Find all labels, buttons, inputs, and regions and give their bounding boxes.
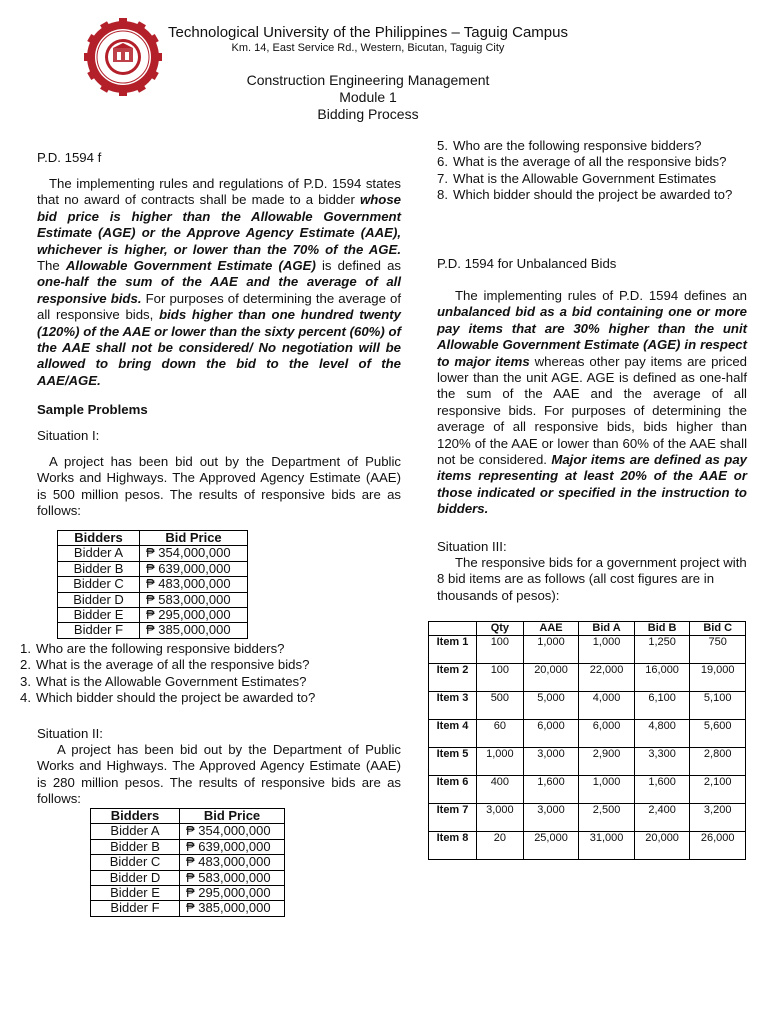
qty-header: Qty [477,622,524,636]
table-header-row [58,531,248,546]
table-row [429,804,746,832]
module-label: Module 1 [339,89,397,105]
bid-price: ₱ 639,000,000 [180,839,285,854]
situation-3-items-table [428,621,746,860]
qty-cell: 500 [477,692,524,720]
university-address: Km. 14, East Service Rd., Western, Bicutan, Taguig City [231,42,505,54]
bid-price: ₱ 483,000,000 [140,577,248,592]
item-header [429,622,477,636]
situation-3-title: Situation III: [437,539,507,554]
bid-price: ₱ 639,000,000 [140,561,248,576]
situation-1-text: A project has been bid out by the Department of Public Works and Highways. The Approved Agency Estimate (AAE) is 500 million pesos. The results of responsive bids are as follows: [37,454,401,519]
bid-b-cell: 20,000 [634,832,690,860]
bidder-name: Bidder F [91,901,180,916]
bid-price: ₱ 354,000,000 [180,824,285,839]
list-item: 7. What is the Allowable Government Estimates [437,170,717,186]
table-row [429,664,746,692]
qty-cell: 1,000 [477,748,524,776]
situation-2-questions [437,138,747,204]
item-name: Item 7 [429,804,477,832]
table-header-row [429,622,746,636]
table-row [91,886,285,901]
bid-price: ₱ 295,000,000 [180,886,285,901]
aae-cell: 1,000 [523,636,579,664]
table-row [91,824,285,839]
bid-c-cell: 19,000 [690,664,746,692]
bidder-name: Bidder A [91,824,180,839]
bid-a-header: Bid A [579,622,635,636]
table-row [91,901,285,916]
qty-cell: 3,000 [477,804,524,832]
aae-cell: 5,000 [523,692,579,720]
university-name: Technological University of the Philippines – Taguig Campus [168,24,568,41]
bid-price: ₱ 354,000,000 [140,546,248,561]
bid-price: ₱ 583,000,000 [180,870,285,885]
table-row [429,776,746,804]
table-row [429,636,746,664]
bid-a-cell: 22,000 [579,664,635,692]
bidder-name: Bidder E [58,608,140,623]
bid-c-cell: 5,600 [690,720,746,748]
bid-c-cell: 2,800 [690,748,746,776]
bidder-name: Bidder B [91,839,180,854]
list-item: 2. What is the average of all the responsive bids? [20,657,310,673]
table-header-row [91,809,285,824]
bid-a-cell: 31,000 [579,832,635,860]
bidder-name: Bidder C [58,577,140,592]
situation-1-bid-table [57,530,248,639]
bidder-name: Bidder D [58,592,140,607]
item-name: Item 8 [429,832,477,860]
pd-unbalanced-title: P.D. 1594 for Unbalanced Bids [437,256,617,271]
bid-b-header: Bid B [634,622,690,636]
bidder-name: Bidder C [91,855,180,870]
table-row [429,748,746,776]
bid-price-header: Bid Price [180,809,285,824]
bidders-header: Bidders [58,531,140,546]
bid-price: ₱ 483,000,000 [180,855,285,870]
bidders-header: Bidders [91,809,180,824]
table-row [91,839,285,854]
situation-2-bid-table [90,808,285,917]
table-row [58,608,248,623]
list-item: 5. Who are the following responsive bidders? [437,138,702,153]
situation-1-questions [20,641,400,707]
bid-b-cell: 1,600 [634,776,690,804]
bidder-name: Bidder A [58,546,140,561]
bid-b-cell: 4,800 [634,720,690,748]
bid-b-cell: 6,100 [634,692,690,720]
bid-price: ₱ 385,000,000 [180,901,285,916]
pd-title: P.D. 1594 f [37,150,102,165]
bid-b-cell: 1,250 [634,636,690,664]
bidder-name: Bidder B [58,561,140,576]
aae-header: AAE [523,622,579,636]
aae-cell: 3,000 [523,804,579,832]
aae-cell: 3,000 [523,748,579,776]
qty-cell: 20 [477,832,524,860]
sample-problems-heading: Sample Problems [37,402,148,417]
item-name: Item 2 [429,664,477,692]
bidder-name: Bidder F [58,623,140,638]
item-name: Item 6 [429,776,477,804]
bid-b-cell: 16,000 [634,664,690,692]
list-item: 3. What is the Allowable Government Estimates? [20,673,307,689]
aae-cell: 6,000 [523,720,579,748]
bid-b-cell: 2,400 [634,804,690,832]
unbalanced-bid-paragraph: The implementing rules of P.D. 1594 defines an unbalanced bid as a bid containing one or more pay items that are 30% higher than the unit Allowable Government Estimate (AGE) in respect to major items whereas other pay items are priced lower than the unit AGE. AGE is defined as one-half the sum of the AAE and the average of all responsive bids. For purposes of determining the average of all responsive bids, bids higher than 120% of the AAE or lower than 60% of the AAE shall not be considered. Major items are defined as pay items representing at least 20% of the AAE or those indicated or specified in the instruction to bidders. [437,288,748,517]
table-row [58,577,248,592]
situation-2-text: A project has been bid out by the Department of Public Works and Highways. The Approved Agency Estimate (AAE) is 280 million pesos. The results of responsive bids are as follows: [37,742,401,807]
qty-cell: 100 [477,636,524,664]
list-item: 8. Which bidder should the project be awarded to? [437,187,733,203]
item-name: Item 4 [429,720,477,748]
bid-c-cell: 2,100 [690,776,746,804]
university-seal-logo [84,18,162,96]
bid-c-cell: 750 [690,636,746,664]
bid-price: ₱ 385,000,000 [140,623,248,638]
list-item: 6. What is the average of all the responsive bids? [437,154,727,170]
bid-price-header: Bid Price [140,531,248,546]
situation-2-title: Situation II: [37,726,103,741]
table-row [58,623,248,638]
item-name: Item 1 [429,636,477,664]
bid-a-cell: 2,900 [579,748,635,776]
bid-a-cell: 1,000 [579,776,635,804]
bidder-name: Bidder D [91,870,180,885]
bid-a-cell: 4,000 [579,692,635,720]
bid-c-header: Bid C [690,622,746,636]
bid-c-cell: 3,200 [690,804,746,832]
topic-title: Bidding Process [317,106,419,122]
table-row [58,546,248,561]
table-row [429,832,746,860]
bid-a-cell: 1,000 [579,636,635,664]
aae-cell: 1,600 [523,776,579,804]
aae-cell: 25,000 [523,832,579,860]
qty-cell: 100 [477,664,524,692]
table-row [429,720,746,748]
bid-a-cell: 2,500 [579,804,635,832]
bid-price: ₱ 295,000,000 [140,608,248,623]
qty-cell: 400 [477,776,524,804]
bidder-name: Bidder E [91,886,180,901]
table-row [91,870,285,885]
bid-c-cell: 26,000 [690,832,746,860]
table-row [58,592,248,607]
bid-price: ₱ 583,000,000 [140,592,248,607]
item-name: Item 5 [429,748,477,776]
situation-1-title: Situation I: [37,428,100,443]
bid-b-cell: 3,300 [634,748,690,776]
bid-a-cell: 6,000 [579,720,635,748]
aae-cell: 20,000 [523,664,579,692]
course-title: Construction Engineering Management [246,72,490,88]
table-row [429,692,746,720]
item-name: Item 3 [429,692,477,720]
pd1594-paragraph: The implementing rules and regulations of P.D. 1594 states that no award of contracts shall be made to a bidder whose bid price is higher than the Allowable Government Estimate (AGE) or the Approve Agency Estimate (AAE), whichever is higher, or lower than the 70% of the AGE. The Allowable Government Estimate (AGE) is defined as one-half the sum of the AAE and the average of all responsive bids. For purposes of determining the average of all responsive bids, bids higher than one hundred twenty (120%) of the AAE or lower than the sixty percent (60%) of the AAE shall not be considered/ No negotiation will be allowed to bring down the bid to the level of the AAE/AGE. [37,176,401,388]
list-item: 4. Which bidder should the project be awarded to? [20,690,316,706]
list-item: 1. Who are the following responsive bidders? [20,641,285,656]
qty-cell: 60 [477,720,524,748]
situation-3-text: The responsive bids for a government project with 8 bid items are as follows (all cost figures are in thousands of pesos): [437,555,747,603]
table-row [91,855,285,870]
table-row [58,561,248,576]
bid-c-cell: 5,100 [690,692,746,720]
